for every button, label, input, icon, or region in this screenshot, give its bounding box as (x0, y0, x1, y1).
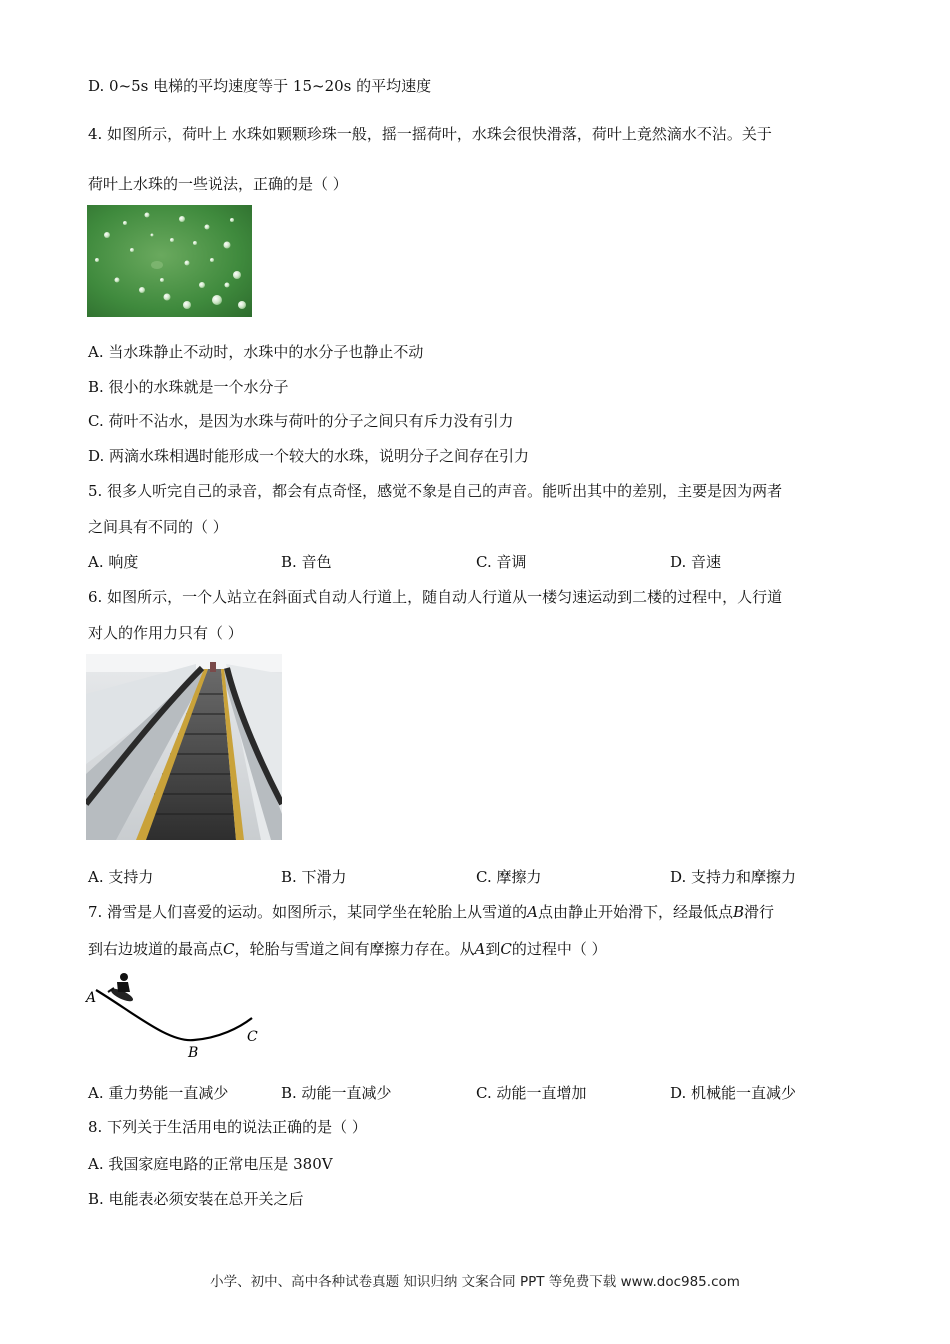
q7-stem-line2 (88, 939, 607, 959)
q7-option-c: C. 动能一直增加 (476, 1084, 587, 1102)
q5-stem-line1: 5. 很多人听完自己的录音，都会有点奇怪，感觉不象是自己的声音。能听出其中的差别，主要是因为两者 (88, 482, 783, 500)
q7-option-b: B. 动能一直减少 (281, 1084, 392, 1102)
q4-option-d: D. 两滴水珠相遇时能形成一个较大的水珠，说明分子之间存在引力 (88, 447, 530, 465)
q6-option-c: C. 摩擦力 (476, 868, 542, 886)
q5-option-d: D. 音速 (670, 553, 722, 571)
q7-text: 的过程中（ ） (511, 940, 607, 958)
q5-option-a: A. 响度 (88, 553, 139, 571)
q7-text: 到 (485, 940, 501, 958)
q7-option-d: D. 机械能一直减少 (670, 1084, 797, 1102)
page-footer: 小学、初中、高中各种试卷真题 知识归纳 文案合同 PPT 等免费下载 www.doc985.com (210, 1274, 740, 1290)
fig-label-b: B (188, 1045, 199, 1061)
q7-text: 到右边坡道的最高点 (88, 940, 224, 958)
q8-option-b: B. 电能表必须安装在总开关之后 (88, 1190, 304, 1208)
q8-stem: 8. 下列关于生活用电的说法正确的是（ ） (88, 1118, 367, 1136)
fig-label-c: C (247, 1029, 258, 1045)
q7-text: 滑行 (743, 903, 774, 921)
q6-options (88, 867, 868, 887)
point-a-label: A (474, 940, 486, 958)
q4-option-c: C. 荷叶不沾水，是因为水珠与荷叶的分子之间只有斥力没有引力 (88, 412, 514, 430)
q6-option-a: A. 支持力 (88, 868, 154, 886)
q5-option-c: C. 音调 (476, 553, 527, 571)
fig-label-a: A (86, 990, 97, 1006)
q5-options (88, 552, 868, 572)
q7-options (88, 1083, 868, 1103)
q5-option-b: B. 音色 (281, 553, 332, 571)
q7-text: 7. 滑雪是人们喜爱的运动。如图所示，某同学坐在轮胎上从雪道的 (88, 903, 528, 921)
q4-option-b: B. 很小的水珠就是一个水分子 (88, 378, 289, 396)
q6-option-d: D. 支持力和摩擦力 (670, 868, 797, 886)
point-c-label: C (223, 940, 235, 958)
q5-stem-line2: 之间具有不同的（ ） (88, 518, 228, 536)
q7-stem-line1 (88, 902, 774, 922)
q6-option-b: B. 下滑力 (281, 868, 347, 886)
point-b-label: B (732, 903, 744, 921)
q4-option-a: A. 当水珠静止不动时，水珠中的水分子也静止不动 (88, 343, 424, 361)
q7-text: 点由静止开始滑下，经最低点 (537, 903, 733, 921)
q4-stem-line2: 荷叶上水珠的一些说法，正确的是（ ） (88, 175, 348, 193)
q7-text: ，轮胎与雪道之间有摩擦力存在。从 (234, 940, 475, 958)
q7-option-a: A. 重力势能一直减少 (88, 1084, 229, 1102)
point-a-label: A (527, 903, 538, 921)
q8-option-a: A. 我国家庭电路的正常电压是 380V (88, 1155, 333, 1173)
ski-slope-diagram (84, 968, 264, 1063)
q4-stem-line1: 4. 如图所示，荷叶上 水珠如颗颗珍珠一般，摇一摇荷叶，水珠会很快滑落，荷叶上竟然滴水不沾。关于 (88, 125, 772, 143)
moving-walkway-photo (86, 654, 282, 840)
lotus-leaf-photo (87, 205, 252, 317)
point-c-label: C (500, 940, 512, 958)
q3-option-d: D. 0~5s 电梯的平均速度等于 15~20s 的平均速度 (88, 77, 432, 95)
q6-stem-line2: 对人的作用力只有（ ） (88, 624, 243, 642)
q6-stem-line1: 6. 如图所示，一个人站立在斜面式自动人行道上，随自动人行道从一楼匀速运动到二楼的过程中，人行道 (88, 588, 783, 606)
